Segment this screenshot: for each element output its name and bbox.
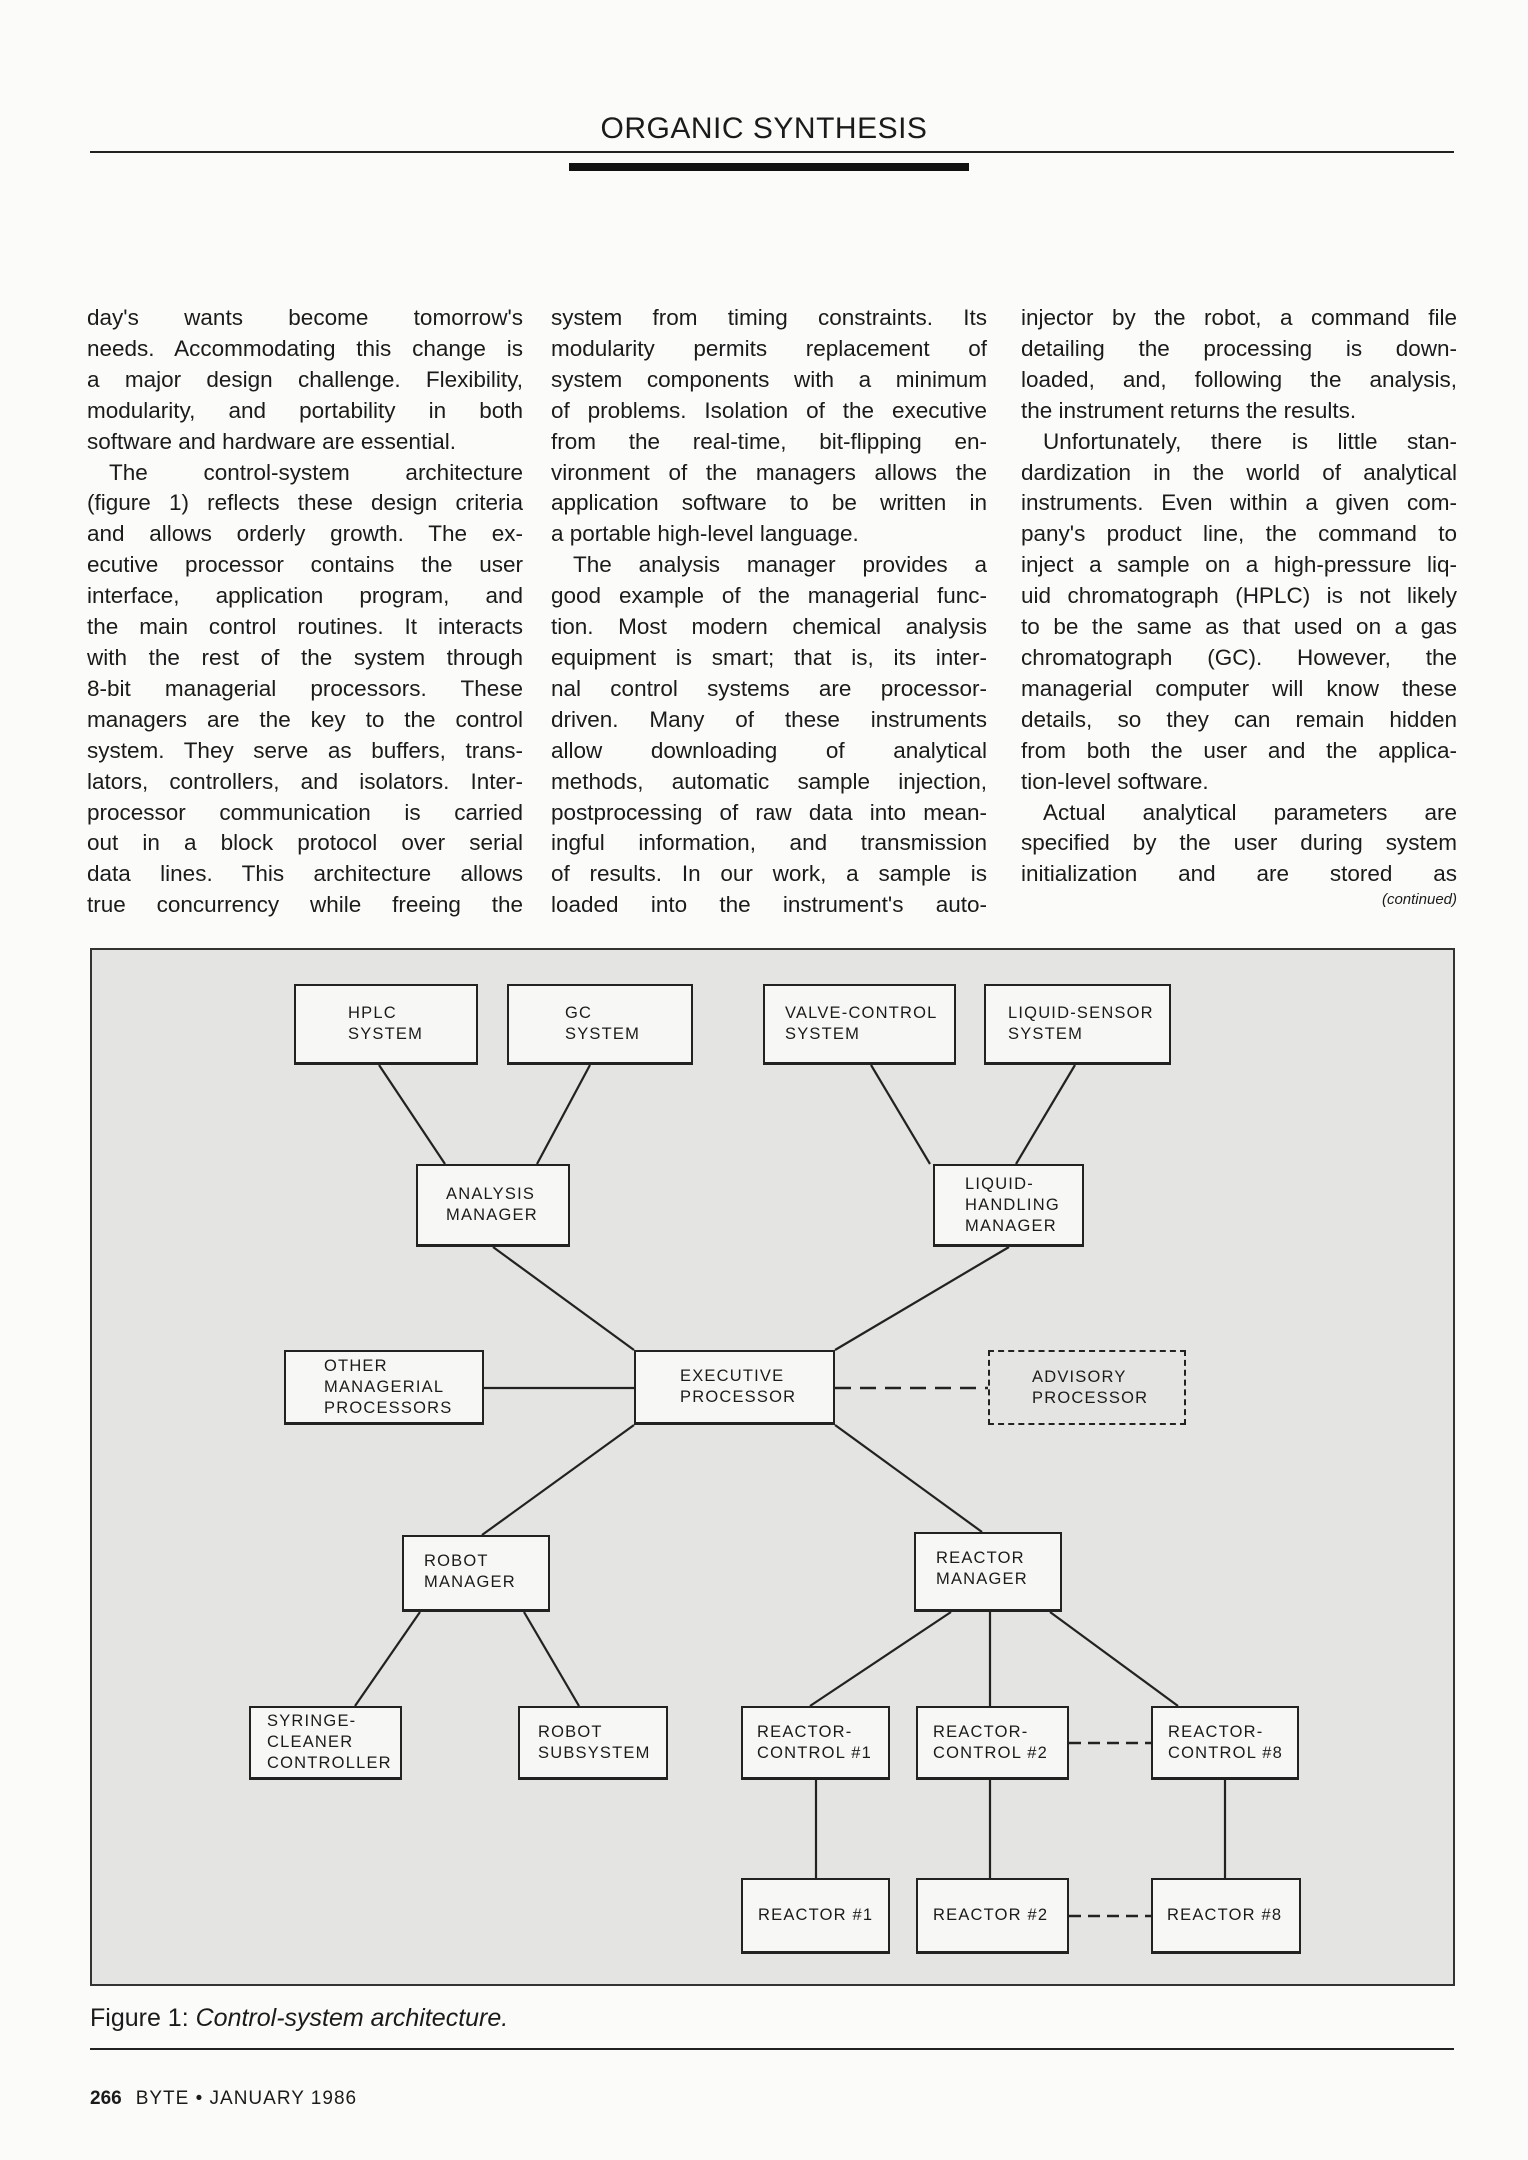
text-line: true concurrency while freeing the [87,892,523,918]
text-line: instruments. Even within a given com- [1021,490,1457,516]
box-analysis-manager: ANALYSIS MANAGER [416,1164,570,1247]
text-line: out in a block protocol over serial [87,830,523,856]
text-line: 8-bit managerial processors. These [87,675,523,701]
text-line: methods, automatic sample injection, [551,768,987,794]
text-line: system from timing constraints. Its [551,305,987,330]
text-line: driven. Many of these instruments [551,706,987,732]
text-line: needs. Accommodating this change is [87,335,523,361]
text-line: dardization in the world of analytical [1021,459,1457,485]
caption-text: Control-system architecture. [195,2004,509,2032]
text-line: detailing the processing is down- [1021,335,1457,361]
text-line: good example of the managerial func- [551,583,987,609]
text-line: loaded into the instrument's auto- [551,892,987,918]
text-line: tion. Most modern chemical analysis [551,614,987,640]
text-line: from the real-time, bit-flipping en- [551,428,987,454]
connector [1016,1065,1075,1164]
text-line: the instrument returns the results. [1021,397,1357,423]
section-header: ORGANIC SYNTHESIS [600,112,928,145]
box-hplc-system: HPLC SYSTEM [294,984,478,1065]
text-line: and allows orderly growth. The ex- [87,521,523,547]
connector [871,1065,930,1164]
text-line: (figure 1) reflects these design criteria [87,490,523,516]
text-line: The analysis manager provides a [573,552,987,578]
text-line: system components with a minimum [551,366,987,392]
text-line: day's wants become tomorrow's [87,305,523,330]
footer-rule [90,2048,1454,2050]
box-other-managerial-processors: OTHER MANAGERIAL PROCESSORS [284,1350,484,1425]
connector [810,1612,951,1706]
text-line: equipment is smart; that is, its inter- [551,644,987,670]
text-line: the main control routines. It interacts [87,614,523,640]
text-line: data lines. This architecture allows [87,861,523,887]
text-line: details, so they can remain hidden [1021,706,1457,732]
figure-caption [90,2004,508,2033]
continued-note: (continued) [1381,891,1457,909]
text-line: of results. In our work, a sample is [551,861,987,887]
text-line: ecutive processor contains the user [87,552,523,578]
text-line: modularity, and portability in both [87,397,523,423]
caption-label: Figure 1: [90,2004,189,2032]
text-line: uid chromatograph (HPLC) is not likely [1021,583,1457,609]
connector [379,1065,445,1164]
text-line: managerial computer will know these [1021,675,1457,701]
box-reactor-control-2: REACTOR- CONTROL #2 [916,1706,1069,1780]
text-line: loaded, and, following the analysis, [1021,366,1457,392]
box-reactor-control-1: REACTOR- CONTROL #1 [741,1706,890,1780]
box-valve-control-system: VALVE-CONTROL SYSTEM [763,984,956,1065]
page-footer [90,2088,357,2110]
box-robot-subsystem: ROBOT SUBSYSTEM [518,1706,668,1780]
text-line: allow downloading of analytical [551,737,987,763]
text-line: pany's product line, the command to [1021,521,1457,547]
text-line: ingful information, and transmission [551,830,987,856]
text-line: managers are the key to the control [87,706,523,732]
box-liquid-sensor-system: LIQUID-SENSOR SYSTEM [984,984,1171,1065]
box-reactor-2: REACTOR #2 [916,1878,1069,1954]
box-syringe-cleaner-controller: SYRINGE- CLEANER CONTROLLER [249,1706,402,1780]
text-line: a portable high-level language. [551,521,859,547]
connector [835,1247,1009,1350]
box-reactor-control-8: REACTOR- CONTROL #8 [1151,1706,1299,1780]
text-line: tion-level software. [1021,768,1209,794]
text-line: specified by the user during system [1021,830,1457,856]
text-line: injector by the robot, a command file [1021,305,1457,330]
text-line: from both the user and the applica- [1021,737,1457,763]
magazine-issue: BYTE • JANUARY 1986 [135,2088,358,2109]
box-advisory-processor: ADVISORY PROCESSOR [988,1350,1186,1425]
text-line: processor communication is carried [87,799,523,825]
text-line: with the rest of the system through [87,644,523,670]
text-line: application software to be written in [551,490,987,516]
connector [835,1425,982,1532]
box-executive-processor: EXECUTIVE PROCESSOR [634,1350,835,1425]
text-line: chromatograph (GC). However, the [1021,644,1457,670]
text-line: initialization and are stored as [1021,861,1457,887]
text-line: modularity permits replacement of [551,335,987,361]
box-robot-manager: ROBOT MANAGER [402,1535,550,1612]
text-line: of problems. Isolation of the executive [551,397,987,423]
text-line: system. They serve as buffers, trans- [87,737,523,763]
text-line: to be the same as that used on a gas [1021,614,1457,640]
text-line: Actual analytical parameters are [1043,799,1457,825]
text-line: postprocessing of raw data into mean- [551,799,987,825]
box-reactor-8: REACTOR #8 [1151,1878,1301,1954]
connector [493,1247,634,1350]
text-line: nal control systems are processor- [551,675,987,701]
connector [355,1612,420,1706]
text-line: Unfortunately, there is little stan- [1043,428,1457,454]
connector [482,1425,634,1535]
text-line: The control-system architecture [109,459,523,485]
text-line: software and hardware are essential. [87,428,456,454]
connector [537,1065,590,1164]
text-line: interface, application program, and [87,583,523,609]
box-reactor-1: REACTOR #1 [741,1878,890,1954]
text-line: a major design challenge. Flexibility, [87,366,523,392]
connector [524,1612,579,1706]
text-line: lators, controllers, and isolators. Inter- [87,768,523,794]
text-line: vironment of the managers allows the [551,459,987,485]
text-line: inject a sample on a high-pressure liq- [1021,552,1457,578]
connector [1050,1612,1178,1706]
box-reactor-manager: REACTOR MANAGER [914,1532,1062,1612]
box-gc-system: GC SYSTEM [507,984,693,1065]
page-number: 266 [90,2088,122,2109]
box-liquid-handling-manager: LIQUID- HANDLING MANAGER [933,1164,1084,1247]
